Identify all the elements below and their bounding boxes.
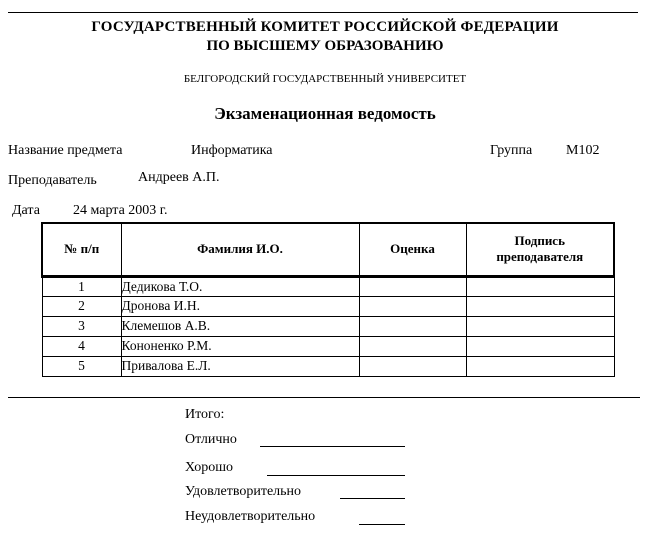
row-number: 2 [42, 296, 121, 316]
committee-line-2: ПО ВЫСШЕМУ ОБРАЗОВАНИЮ [206, 38, 444, 54]
summary-total-label: Итого: [185, 407, 225, 422]
row-number: 1 [42, 276, 121, 296]
signature-cell[interactable] [466, 336, 614, 356]
grade-cell[interactable] [359, 316, 466, 336]
satisfactory-count-line[interactable] [340, 498, 405, 499]
table-row [42, 316, 614, 336]
committee-line-1: ГОСУДАРСТВЕННЫЙ КОМИТЕТ РОССИЙСКОЙ ФЕДЕРАЦИИ [91, 19, 559, 35]
good-count-line[interactable] [267, 475, 405, 476]
excellent-count-line[interactable] [260, 446, 405, 447]
student-name: Кононенко Р.М. [121, 336, 359, 356]
signature-cell[interactable] [466, 296, 614, 316]
summary-excellent-label: Отлично [185, 432, 237, 447]
column-header-grade: Оценка [359, 223, 466, 276]
signature-cell[interactable] [466, 316, 614, 336]
table-row [42, 356, 614, 376]
unsatisfactory-count-line[interactable] [359, 524, 405, 525]
grade-cell[interactable] [359, 336, 466, 356]
row-number: 5 [42, 356, 121, 376]
column-header-signature-text: Подпись преподавателя [496, 233, 584, 265]
grade-cell[interactable] [359, 296, 466, 316]
subject-value: Информатика [191, 143, 273, 158]
signature-cell[interactable] [466, 276, 614, 296]
student-name: Привалова Е.Л. [121, 356, 359, 376]
table-row [42, 336, 614, 356]
document-title: Экзаменационная ведомость [214, 104, 436, 123]
teacher-label: Преподаватель [8, 173, 97, 188]
grades-table [41, 222, 615, 377]
summary-good-label: Хорошо [185, 460, 234, 475]
date-value: 24 марта 2003 г. [73, 203, 168, 218]
student-name: Клемешов А.В. [121, 316, 359, 336]
group-label: Группа [490, 143, 533, 158]
column-header-number: № п/п [42, 223, 121, 276]
signature-cell[interactable] [466, 356, 614, 376]
column-header-signature [466, 223, 614, 276]
summary-unsatisfactory-label: Неудовлетворительно [185, 509, 316, 524]
group-value: М102 [566, 143, 600, 158]
table-header-row [42, 223, 614, 276]
table-row [42, 296, 614, 316]
summary-satisfactory-label: Удовлетворительно [185, 484, 302, 499]
top-rule [8, 12, 638, 13]
student-name: Дедикова Т.О. [121, 276, 359, 296]
subject-label: Название предмета [8, 143, 123, 158]
university-name: БЕЛГОРОДСКИЙ ГОСУДАРСТВЕННЫЙ УНИВЕРСИТЕТ [183, 73, 467, 85]
date-label: Дата [12, 203, 40, 218]
teacher-value: Андреев А.П. [138, 170, 220, 185]
student-name: Дронова И.Н. [121, 296, 359, 316]
grade-cell[interactable] [359, 356, 466, 376]
table-row [42, 276, 614, 296]
column-header-name: Фамилия И.О. [121, 223, 359, 276]
row-number: 4 [42, 336, 121, 356]
section-divider [8, 397, 640, 398]
row-number: 3 [42, 316, 121, 336]
grade-cell[interactable] [359, 276, 466, 296]
